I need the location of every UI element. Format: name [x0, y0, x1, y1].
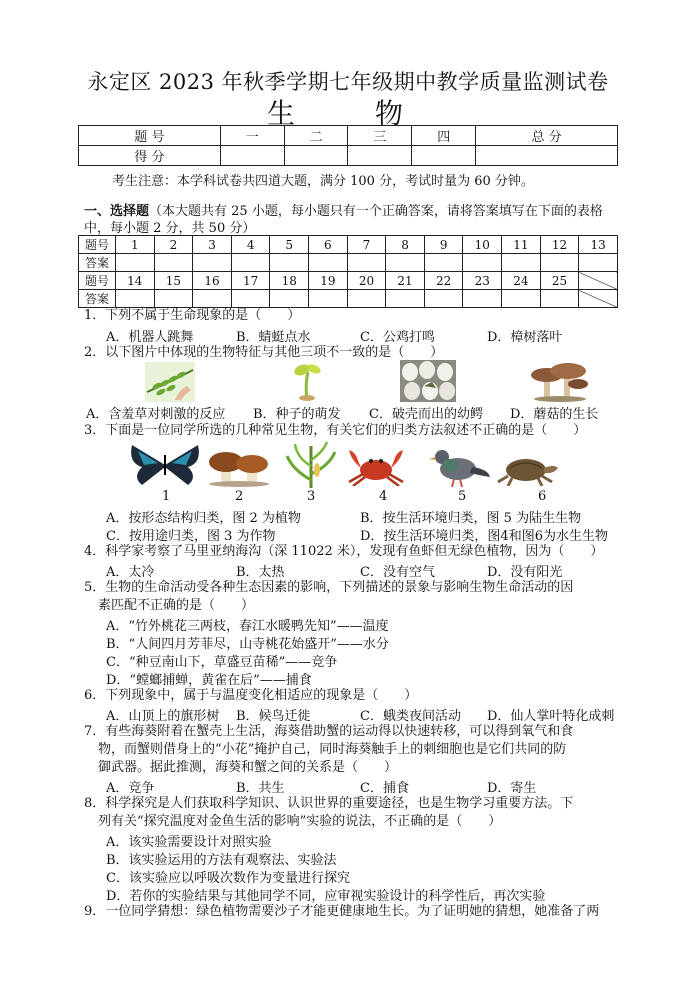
q4-option-d[interactable]: D．没有阳光 [487, 565, 563, 580]
q7-option-d[interactable]: D．寄生 [487, 781, 537, 796]
question-number: 22 [424, 272, 463, 290]
answer-blank[interactable] [116, 254, 155, 272]
question-number: 6 [309, 236, 348, 254]
q3-option-b[interactable]: B．按生活环境归类，图 5 为陆生生物 [360, 511, 582, 526]
score-blank[interactable] [412, 146, 476, 166]
question-number: 10 [463, 236, 502, 254]
answer-blank[interactable] [424, 290, 463, 308]
question-number: 12 [540, 236, 579, 254]
question-number: 25 [540, 272, 579, 290]
answer-blank[interactable] [347, 290, 386, 308]
question-number: 4 [231, 236, 270, 254]
figure-label: 5 [458, 489, 467, 504]
empty-diagonal-cell [579, 290, 618, 308]
score-blank[interactable] [476, 146, 618, 166]
score-table [78, 125, 618, 166]
score-cell: 总 分 [476, 126, 618, 146]
answer-blank[interactable] [540, 290, 579, 308]
q1-option-a[interactable]: A．机器人跳舞 [106, 330, 194, 345]
answer-blank[interactable] [231, 290, 270, 308]
question-2-stem: 2．以下图片中体现的生物特征与其他三项不一致的是（ ） [84, 345, 444, 360]
question-8-stem-cont: 列有关“探究温度对金鱼生活的影响”实验的说法，不正确的是（ ） [98, 814, 502, 829]
figure-label: 1 [162, 489, 171, 504]
question-number: 15 [154, 272, 193, 290]
score-cell: 三 [348, 126, 412, 146]
question-number: 21 [386, 272, 425, 290]
q4-option-a[interactable]: A．太冷 [106, 565, 155, 580]
score-table-header-row [79, 126, 618, 146]
question-number: 3 [193, 236, 232, 254]
q6-option-c[interactable]: C．蛾类夜间活动 [360, 709, 461, 724]
answer-blank[interactable] [502, 254, 541, 272]
score-blank[interactable] [220, 146, 284, 166]
question-4-stem: 4．科学家考察了马里亚纳海沟（深 11022 米），发现有鱼虾但无绿色植物，因为（ ） [84, 544, 604, 559]
answer-row-label: 答案 [79, 290, 116, 308]
score-cell: 二 [284, 126, 348, 146]
answer-row-label: 题号 [79, 236, 116, 254]
corn-plant-image [283, 440, 339, 488]
answer-blank[interactable] [579, 254, 618, 272]
q4-option-b[interactable]: B．太热 [236, 565, 285, 580]
subject-title: 生 物 [266, 97, 429, 130]
q7-option-a[interactable]: A．竞争 [106, 781, 155, 796]
q3-option-d[interactable]: D．按生活环境归类，图4和图6为水生生物 [360, 529, 608, 544]
empty-diagonal-cell [579, 272, 618, 290]
q5-option-d[interactable]: D．“螳螂捕蝉，黄雀在后”——捕食 [106, 673, 312, 688]
answer-blank-row [79, 290, 618, 308]
answer-blank[interactable] [309, 254, 348, 272]
answer-blank[interactable] [502, 290, 541, 308]
q8-option-c[interactable]: C．该实验应以呼吸次数作为变量进行探究 [106, 871, 350, 886]
figure-label: 3 [307, 489, 316, 504]
score-table-score-row [79, 146, 618, 166]
pigeon-image [428, 445, 490, 487]
q5-option-a[interactable]: A．“竹外桃花三两枝，春江水暖鸭先知”——温度 [106, 619, 389, 634]
seedling-image [290, 360, 324, 402]
answer-blank[interactable] [540, 254, 579, 272]
turtle-image [496, 452, 560, 486]
question-7-stem-cont: 御武器。据此推测，海葵和蟹之间的关系是（ ） [98, 760, 398, 775]
figure-label: 6 [538, 489, 547, 504]
answer-blank[interactable] [424, 254, 463, 272]
question-9-stem: 9．一位同学猜想：绿色植物需要沙子才能更健康地生长。为了证明她的猜想，她准备了两 [84, 904, 600, 919]
exam-notice: 考生注意：本学科试卷共四道大题，满分 100 分，考试时量为 60 分钟。 [112, 174, 534, 189]
q2-option-a[interactable]: A．含羞草对刺激的反应 [86, 407, 226, 422]
question-number: 9 [424, 236, 463, 254]
question-number: 20 [347, 272, 386, 290]
q1-option-c[interactable]: C．公鸡打鸣 [360, 330, 435, 345]
question-1-stem: 1．下列不属于生命现象的是（ ） [84, 308, 301, 323]
answer-blank[interactable] [347, 254, 386, 272]
q8-option-d[interactable]: D．若你的实验结果与其他同学不同，应审视实验设计的科学性后，再次实验 [106, 889, 546, 904]
q8-option-a[interactable]: A．该实验需要设计对照实验 [106, 835, 272, 850]
butterfly-image [128, 443, 202, 487]
score-blank[interactable] [284, 146, 348, 166]
figure-label: 4 [379, 489, 388, 504]
answer-num-row [79, 272, 618, 290]
question-number: 13 [579, 236, 618, 254]
answer-blank[interactable] [386, 290, 425, 308]
answer-row-label: 题号 [79, 272, 116, 290]
answer-blank[interactable] [270, 290, 309, 308]
answer-blank[interactable] [193, 254, 232, 272]
question-number: 7 [347, 236, 386, 254]
q8-option-b[interactable]: B．该实验运用的方法有观察法、实验法 [106, 853, 337, 868]
question-number: 19 [309, 272, 348, 290]
answer-blank[interactable] [116, 290, 155, 308]
section-title: 一、选择题 [84, 204, 150, 219]
question-7-stem: 7．有些海葵附着在蟹壳上生活，海葵借助蟹的运动得以快速转移，可以得到氧气和食 [84, 724, 574, 739]
q6-option-d[interactable]: D．仙人掌叶特化成刺 [487, 709, 615, 724]
answer-blank[interactable] [463, 290, 502, 308]
score-cell: 四 [412, 126, 476, 146]
score-cell: 题 号 [79, 126, 221, 146]
question-8-stem: 8．科学探究是人们获取科学知识、认识世界的重要途径，也是生物学习重要方法。下 [84, 796, 574, 811]
question-number: 2 [154, 236, 193, 254]
question-number: 18 [270, 272, 309, 290]
answer-row-label: 答案 [79, 254, 116, 272]
q2-option-c[interactable]: C．破壳而出的幼鳄 [369, 407, 483, 422]
q7-option-b[interactable]: B．共生 [236, 781, 285, 796]
question-number: 17 [231, 272, 270, 290]
q4-option-c[interactable]: C．没有空气 [360, 565, 435, 580]
q3-option-c[interactable]: C．按用途归类，图 3 为作物 [106, 529, 276, 544]
mushroom-image [207, 447, 273, 487]
answer-num-row [79, 236, 618, 254]
exam-title: 永定区 2023 年秋季学期七年级期中教学质量监测试卷 [87, 70, 609, 94]
score-cell: 得 分 [79, 146, 221, 166]
answer-blank[interactable] [154, 254, 193, 272]
q1-option-b[interactable]: B．蜻蜓点水 [236, 330, 311, 345]
question-number: 23 [463, 272, 502, 290]
q5-option-c[interactable]: C．“种豆南山下，草盛豆苗稀”——竞争 [106, 655, 338, 670]
figure-label: 2 [235, 489, 244, 504]
q6-option-b[interactable]: B．候鸟迁徙 [236, 709, 311, 724]
answer-blank[interactable] [270, 254, 309, 272]
crab-image [345, 446, 407, 486]
answer-blank-row [79, 254, 618, 272]
answer-blank[interactable] [231, 254, 270, 272]
q2-option-b[interactable]: B．种子的萌发 [253, 407, 341, 422]
q5-option-b[interactable]: B．“人间四月芳菲尽，山寺桃花始盛开”——水分 [106, 637, 389, 652]
score-blank[interactable] [348, 146, 412, 166]
question-5-stem-cont: 素匹配不正确的是（ ） [98, 598, 255, 613]
section-description: （本大题共有 25 小题，每小题只有一个正确答案，请将答案填写在下面的表格中，每小题 2 分，共 50 分） [84, 204, 603, 236]
answer-blank[interactable] [386, 254, 425, 272]
question-6-stem: 6．下列现象中，属于与温度变化相适应的现象是（ ） [84, 688, 418, 703]
question-number: 5 [270, 236, 309, 254]
q2-option-d[interactable]: D．蘑菇的生长 [510, 407, 599, 422]
question-number: 8 [386, 236, 425, 254]
question-5-stem: 5．生物的生命活动受各种生态因素的影响，下列描述的景象与影响生物生命活动的因 [84, 580, 574, 595]
mimosa-touch-image [145, 362, 195, 402]
answer-table [78, 235, 618, 308]
answer-blank[interactable] [309, 290, 348, 308]
question-number: 24 [502, 272, 541, 290]
question-number: 1 [116, 236, 155, 254]
section-heading [84, 203, 618, 237]
answer-blank[interactable] [154, 290, 193, 308]
score-cell: 一 [220, 126, 284, 146]
question-7-stem-cont: 物，而蟹则借身上的“小花”掩护自己，同时海葵触手上的刺细胞也是它们共同的防 [98, 742, 567, 757]
q3-option-a[interactable]: A．按形态结构归类，图 2 为植物 [106, 511, 301, 526]
hatching-crocodile-image [400, 360, 456, 402]
answer-blank[interactable] [463, 254, 502, 272]
question-number: 16 [193, 272, 232, 290]
answer-blank[interactable] [193, 290, 232, 308]
q6-option-a[interactable]: A．山顶上的旗形树 [106, 709, 220, 724]
question-3-stem: 3．下面是一位同学所选的几种常见生物，有关它们的归类方法叙述不正确的是（ ） [84, 423, 587, 438]
question-number: 11 [502, 236, 541, 254]
q1-option-d[interactable]: D．樟树落叶 [487, 330, 563, 345]
mushroom-image [530, 358, 590, 402]
q7-option-c[interactable]: C．捕食 [360, 781, 409, 796]
question-number: 14 [116, 272, 155, 290]
